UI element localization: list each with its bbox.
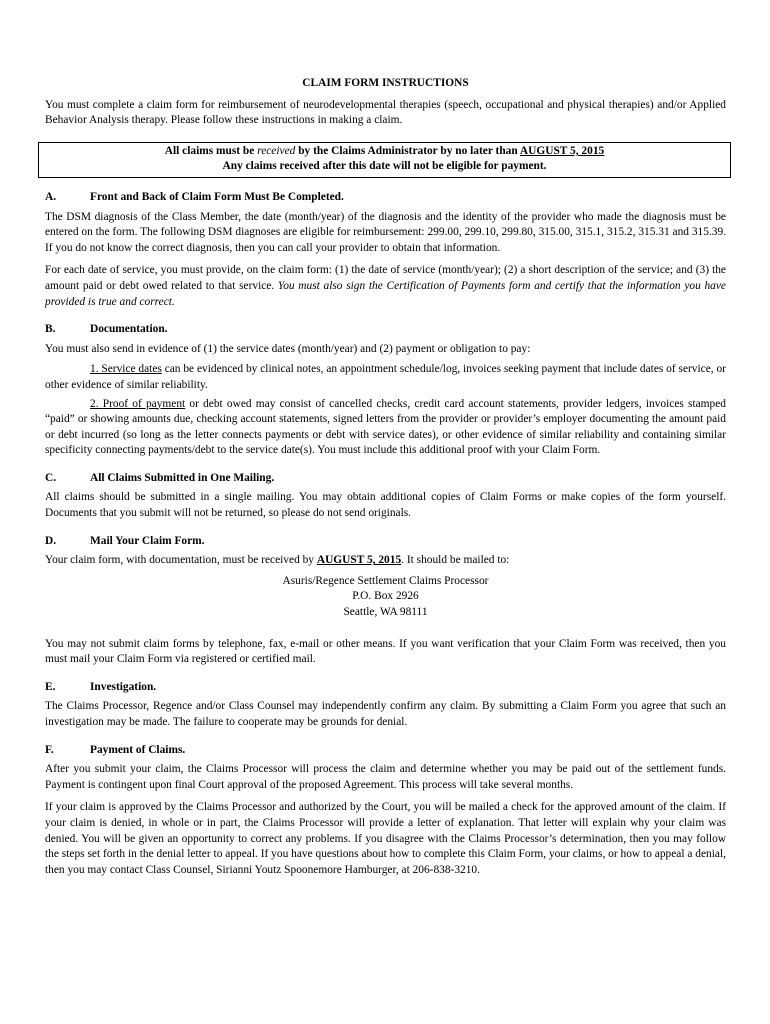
section-f-heading bbox=[45, 743, 726, 759]
service-dates-label: 1. Service dates bbox=[90, 363, 162, 376]
section-letter: F. bbox=[45, 743, 54, 756]
section-letter: D. bbox=[45, 534, 57, 547]
section-b-paragraph-1: You must also send in evidence of (1) the service dates (month/year) and (2) payment or obligation to pay: bbox=[45, 342, 531, 355]
section-a-heading bbox=[45, 190, 726, 206]
section-title: Front and Back of Claim Form Must Be Completed. bbox=[90, 190, 344, 203]
section-c-paragraph-1: All claims should be submitted in a single mailing. You may obtain additional copies of Claim Forms or make copies of the form yourself. Documents that you submit will not be returned, so please do not send originals. bbox=[45, 491, 726, 520]
service-dates-text: can be evidenced by clinical notes, an appointment schedule/log, invoices seeking payment that include dates of service, or other evidence of similar reliability. bbox=[45, 363, 726, 391]
section-title: Mail Your Claim Form. bbox=[90, 534, 205, 547]
section-letter: C. bbox=[45, 471, 57, 484]
intro-paragraph: You must complete a claim form for reimbursement of neurodevelopmental therapies (speech, occupational and physical therapies) and/or Applied Behavior Analysis therapy. Please follow these instructions in making a claim. bbox=[45, 98, 726, 127]
section-title: All Claims Submitted in One Mailing. bbox=[90, 471, 275, 484]
section-e-paragraph-1: The Claims Processor, Regence and/or Class Counsel may independently confirm any claim. By submitting a Claim Form you agree that such an investigation may be made. The failure to cooperate may be grounds for denial. bbox=[45, 700, 726, 728]
address-line: Asuris/Regence Settlement Claims Processor bbox=[282, 574, 489, 587]
notice-deadline: AUGUST 5, 2015 bbox=[519, 144, 605, 157]
address-line: Seattle, WA 98111 bbox=[343, 606, 428, 619]
proof-of-payment-label: 2. Proof of payment bbox=[90, 397, 186, 410]
section-letter: A. bbox=[45, 190, 57, 203]
section-title: Investigation. bbox=[90, 680, 157, 693]
section-b-heading bbox=[45, 322, 726, 338]
deadline-notice-box bbox=[38, 142, 731, 178]
section-title: Payment of Claims. bbox=[90, 743, 186, 756]
section-a-paragraph-1: The DSM diagnosis of the Class Member, the date (month/year) of the diagnosis and the identity of the provider who made the diagnosis must be entered on the form. The following DSM diagnoses are eligible for reimbursement: 299.00, 299.10, 299.80, 315.00, 315.1, 315.2, 315.31 and 315.39. If you do not know the correct diagnosis, then you can call your provider to obtain that information. bbox=[45, 210, 726, 254]
section-d-p1-text: Your claim form, with documentation, must be received by bbox=[45, 554, 314, 567]
page-title: CLAIM FORM INSTRUCTIONS bbox=[302, 77, 469, 89]
section-title: Documentation. bbox=[90, 323, 168, 336]
notice-text: All claims must be bbox=[164, 144, 255, 157]
section-c-heading bbox=[45, 471, 726, 487]
section-e-heading bbox=[45, 680, 726, 696]
section-d-paragraph-1 bbox=[45, 553, 726, 569]
section-b-service-dates bbox=[45, 362, 726, 393]
section-f-paragraph-1: After you submit your claim, the Claims Processor will process the claim and determine whether you may be paid out of the settlement funds. Payment is contingent upon final Court approval of the proposed Agreement. This process will take several months. bbox=[45, 763, 726, 791]
notice-line-1 bbox=[39, 144, 730, 160]
section-f-paragraph-2: If your claim is approved by the Claims Processor and authorized by the Court, you will be mailed a check for the approved amount of the claim. If your claim is denied, in whole or in part, the Claims Processor will provide a letter of explanation. That letter will explain why your claim was denied. You will be given an opportunity to correct any problems. If you disagree with the Claims Processor’s determination, then you may follow the steps set forth in the denial letter to appeal. If you have questions about how to complete this Claim Form, your claims, or how to appeal a denial, then you may contact Class Counsel, Sirianni Youtz Spoonemore Hamburger, at 206-838-3210. bbox=[45, 801, 726, 876]
section-d-deadline: AUGUST 5, 2015 bbox=[316, 554, 402, 567]
notice-text-2: by the Claims Administrator by no later than bbox=[298, 144, 518, 157]
section-d-p1-text-2: . It should be mailed to: bbox=[401, 554, 510, 567]
notice-line-2: Any claims received after this date will not be eligible for payment. bbox=[222, 160, 547, 173]
section-d-paragraph-2: You may not submit claim forms by telephone, fax, e-mail or other means. If you want verification that your Claim Form was received, then you must mail your Claim Form via registered or certified mail. bbox=[45, 637, 726, 666]
section-a-p2-italic: You must also sign the Certification of Payments form and certify that the information you have provided is true and correct. bbox=[45, 279, 726, 308]
section-a-p2-text: For each date of service, you must provide, on the claim form: (1) the date of service (month/year); (2) a short description of the service; and (3) the amount paid or debt owed related to that service. bbox=[45, 264, 726, 292]
section-b-proof-of-payment bbox=[45, 397, 726, 459]
section-d-heading bbox=[45, 534, 726, 550]
address-line: P.O. Box 2926 bbox=[352, 590, 419, 603]
notice-received-word: received bbox=[257, 144, 296, 157]
proof-of-payment-text: or debt owed may consist of cancelled checks, credit card account statements, provider ledgers, invoices stamped “paid” or showing amounts due, checking account statements, signed letters from the provider or provider’s employer documenting the amount paid or debt incurred (so long as the letter connects payments or debt with service dates), or other evidence of similar reliability and containing similar specificity connecting payments/debt to the service date(s). You must include this additional proof with your Claim Form. bbox=[45, 397, 726, 457]
instructions-page bbox=[45, 76, 726, 878]
section-letter: E. bbox=[45, 680, 56, 693]
section-letter: B. bbox=[45, 323, 56, 336]
mailing-address bbox=[45, 574, 726, 621]
section-a-paragraph-2 bbox=[45, 263, 726, 310]
